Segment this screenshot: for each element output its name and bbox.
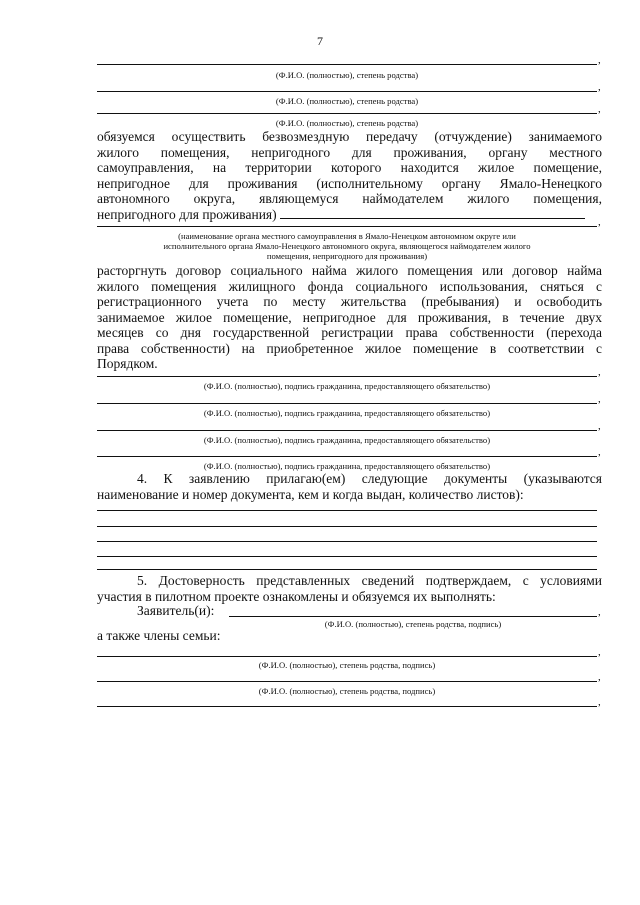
signature-line-1[interactable] xyxy=(97,376,597,377)
item-5 xyxy=(97,573,602,604)
paragraph-obligation xyxy=(97,129,602,222)
documents-line-5[interactable] xyxy=(97,569,597,570)
item5-line: 5. Достоверность представленных сведений подтверждаем, с условиями xyxy=(137,573,602,588)
item-4 xyxy=(97,471,602,502)
family-label: а также члены семьи: xyxy=(97,628,221,643)
para1-line: непригодное для проживания (исполнительному органу Ямало-Ненецкого xyxy=(97,175,602,191)
comma: , xyxy=(598,671,601,683)
caption-organ-line: помещения, непригодного для проживания) xyxy=(266,251,428,261)
signature-line-4[interactable] xyxy=(97,456,597,457)
family-line-1[interactable] xyxy=(97,656,597,657)
para2-line: жилого помещения жилищного фонда социального использования, сняться с xyxy=(97,278,602,294)
caption-signature-1: (Ф.И.О. (полностью), подпись гражданина, предоставляющего обязательство) xyxy=(203,381,491,391)
kin-line-1[interactable] xyxy=(97,64,597,65)
item5-line: участия в пилотном проекте ознакомлены и обязуемся их выполнять: xyxy=(97,588,496,604)
caption-organ-line: исполнительного органа Ямало-Ненецкого автономного округа, являющегося наймодателем жилого xyxy=(163,241,531,251)
caption-kin-2: (Ф.И.О. (полностью), степень родства) xyxy=(275,96,419,106)
organ-name-field[interactable] xyxy=(280,218,585,219)
applicant-label: Заявитель(и): xyxy=(137,603,215,618)
item4-line: наименование и номер документа, кем и когда выдан, количество листов): xyxy=(97,486,524,502)
para1-last-line xyxy=(97,207,602,223)
para1-line: жилого помещения, непригодного для проживания, органу местного xyxy=(97,144,602,160)
para2-line: расторгнуть договор социального найма жилого помещения или договор найма xyxy=(97,263,602,278)
para1-line: автономного округа, являющемуся наймодателем жилого помещения, xyxy=(97,191,602,206)
para2-line: права собственности) на приобретенное жилое помещение в соответствии с xyxy=(97,340,602,356)
page-number: 7 xyxy=(317,34,323,48)
comma: , xyxy=(598,103,601,115)
caption-family-1: (Ф.И.О. (полностью), степень родства, подпись) xyxy=(258,660,436,670)
item4-line: 4. К заявлению прилагаю(ем) следующие документы (указываются xyxy=(137,471,602,486)
para1-line-text: непригодного для проживания) xyxy=(97,206,277,222)
organ-line[interactable] xyxy=(97,226,597,227)
caption-family-2: (Ф.И.О. (полностью), степень родства, подпись) xyxy=(258,686,436,696)
caption-applicant: (Ф.И.О. (полностью), степень родства, подпись) xyxy=(324,619,502,629)
documents-line-2[interactable] xyxy=(97,526,597,527)
caption-signature-2: (Ф.И.О. (полностью), подпись гражданина, предоставляющего обязательство) xyxy=(203,408,491,418)
documents-line-4[interactable] xyxy=(97,556,597,557)
caption-organ xyxy=(97,231,597,261)
comma: , xyxy=(598,696,601,708)
comma: , xyxy=(598,420,601,432)
family-line-3[interactable] xyxy=(97,706,597,707)
comma: , xyxy=(598,54,601,66)
comma: , xyxy=(598,81,601,93)
documents-line-3[interactable] xyxy=(97,541,597,542)
para1-line: самоуправления, на территории которого находится жилое помещение, xyxy=(97,160,602,175)
caption-kin-3: (Ф.И.О. (полностью), степень родства) xyxy=(275,118,419,128)
signature-line-3[interactable] xyxy=(97,430,597,431)
caption-signature-4: (Ф.И.О. (полностью), подпись гражданина, предоставляющего обязательство) xyxy=(203,461,491,471)
para1-line: обязуемся осуществить безвозмездную передачу (отчуждение) занимаемого xyxy=(97,129,602,144)
signature-line-2[interactable] xyxy=(97,403,597,404)
para2-line: месяцев со дня государственной регистрации права собственности (перехода xyxy=(97,325,602,340)
comma: , xyxy=(598,606,601,618)
para2-line: Порядком. xyxy=(97,356,158,371)
para2-line: регистрационного учета по месту жительства (пребывания) и освободить xyxy=(97,294,602,309)
paragraph-terminate xyxy=(97,263,602,372)
comma: , xyxy=(598,446,601,458)
caption-kin-1: (Ф.И.О. (полностью), степень родства) xyxy=(275,70,419,80)
comma: , xyxy=(598,216,601,228)
para2-line: занимаемое жилое помещение, непригодное для проживания, в течение двух xyxy=(97,309,602,325)
family-line-2[interactable] xyxy=(97,681,597,682)
comma: , xyxy=(598,393,601,405)
caption-organ-line: (наименование органа местного самоуправления в Ямало-Ненецком автономном округе или xyxy=(178,231,516,241)
comma: , xyxy=(598,646,601,658)
applicant-field[interactable] xyxy=(229,616,597,617)
comma: , xyxy=(598,366,601,378)
caption-signature-3: (Ф.И.О. (полностью), подпись гражданина, предоставляющего обязательство) xyxy=(203,435,491,445)
kin-line-3[interactable] xyxy=(97,113,597,114)
documents-line-1[interactable] xyxy=(97,510,597,511)
kin-line-2[interactable] xyxy=(97,91,597,92)
